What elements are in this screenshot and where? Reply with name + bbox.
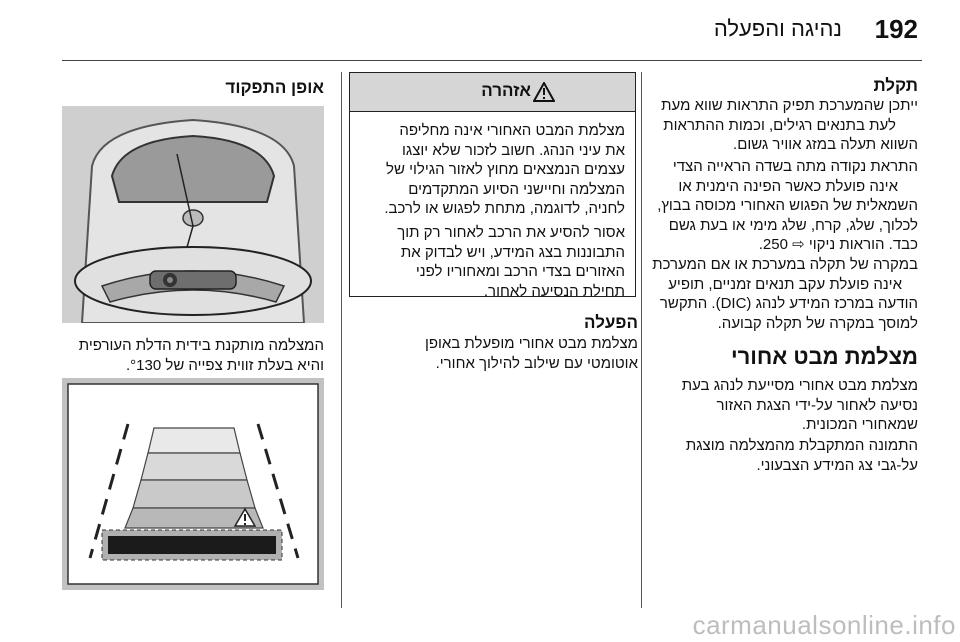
text-line: במקרה של תקלה במערכת או אם המערכת <box>652 256 918 273</box>
text-line: את עיני הנהג. חשוב לזכור שלא יוצגו <box>401 141 625 159</box>
warning-title: אזהרה <box>481 81 531 100</box>
operation-heading: אופן התפקוד <box>225 78 324 97</box>
text-line: התמונה המתקבלת מהמצלמה מוצגת <box>685 437 918 454</box>
text-line: האזורים בצדי הרכב ומאחוריו לפני <box>415 263 625 280</box>
camera-paragraph-1 <box>646 376 918 435</box>
text-line: השמאלית של הפגוש האחורי מכוסה בבוץ, <box>657 197 918 214</box>
warning-triangle-icon <box>533 82 555 102</box>
text-line: על-גבי צג המידע הצבעוני. <box>756 456 918 474</box>
column-divider-right <box>641 72 642 608</box>
text-line: לחניה, לדוגמה, מתחת לפגוש או לרכב. <box>384 200 625 217</box>
text-line: אסור להסיע את הרכב לאחור רק תוך <box>397 224 625 241</box>
text-line: כבד. הוראות ניקוי ⇨ 250. <box>758 236 918 253</box>
text-line: הודעה במרכז המידע לנהג (DIC). התקשר <box>659 295 918 312</box>
text-line: התבוננות בצג המידע, ויש לבדוק את <box>400 243 625 261</box>
warning-header <box>350 73 635 112</box>
warning-box <box>349 72 636 300</box>
camera-heading: מצלמת מבט אחורי <box>730 344 918 369</box>
column-divider-left <box>341 72 342 608</box>
text-line: אינה פועלת עקב תנאים זמניים, תופיע <box>668 275 902 293</box>
text-line: השווא תעלה במזג אוויר גשום. <box>733 136 918 153</box>
camera-paragraph-2 <box>646 436 918 475</box>
rear-camera-display-illustration <box>62 378 324 590</box>
text-line: מצלמת המבט האחורי אינה מחליפה <box>399 122 625 139</box>
text-line: שמאחורי המכונית. <box>801 416 918 433</box>
activation-heading: הפעלה <box>584 313 638 332</box>
text-line: התראת נקודה מתה בשדה הראייה הצדי <box>672 158 918 175</box>
chapter-title: נהיגה והפעלה <box>713 16 842 41</box>
text-line: והיא בעלת זווית צפייה של °130. <box>126 356 324 374</box>
fault-paragraph-2 <box>646 157 918 255</box>
page-number: 192 <box>874 14 918 44</box>
fault-paragraph-1 <box>646 96 918 155</box>
text-line: ייתכן שהמערכת תפיק התראות שווא מעת <box>661 97 918 114</box>
text-line: מצלמת מבט אחורי מסייעת לנהג בעת <box>681 377 918 394</box>
text-line: המצלמה וחיישני הסיוע המתקדמים <box>408 180 625 198</box>
text-line: אינה פועלת כאשר הפינה הימנית או <box>678 177 898 195</box>
fault-paragraph-3 <box>646 255 918 333</box>
text-line: עצמים הנמצאים מחוץ לאזור הגילוי של <box>386 161 625 178</box>
operation-caption <box>62 336 324 375</box>
fault-heading: תקלת <box>873 76 918 95</box>
warning-paragraph-2 <box>355 223 625 301</box>
activation-text <box>353 334 638 373</box>
text-line: אוטומטי עם שילוב להילוך אחורי. <box>435 354 638 372</box>
tailgate-camera-photo <box>62 106 324 323</box>
text-line: תחילת הנסיעה לאחור. <box>483 282 625 300</box>
warning-paragraph-1 <box>355 121 625 219</box>
text-line: המצלמה מותקנת בידית הדלת העורפית <box>78 337 324 354</box>
right-column <box>648 0 920 642</box>
text-line: לכלוך, שלג, קרח, שלג מימי או בעת גשם <box>668 216 918 234</box>
text-line: מצלמת מבט אחורי מופעלת באופן <box>424 335 638 352</box>
text-line: נסיעה לאחור על-ידי הצגת האזור <box>716 396 918 414</box>
text-line: לעת בתנאים רגילים, וכמות ההתראות <box>663 116 896 134</box>
text-line: למוסך במקרה של תקלה קבועה. <box>717 314 918 332</box>
watermark: carmanualsonline.info <box>692 610 956 640</box>
